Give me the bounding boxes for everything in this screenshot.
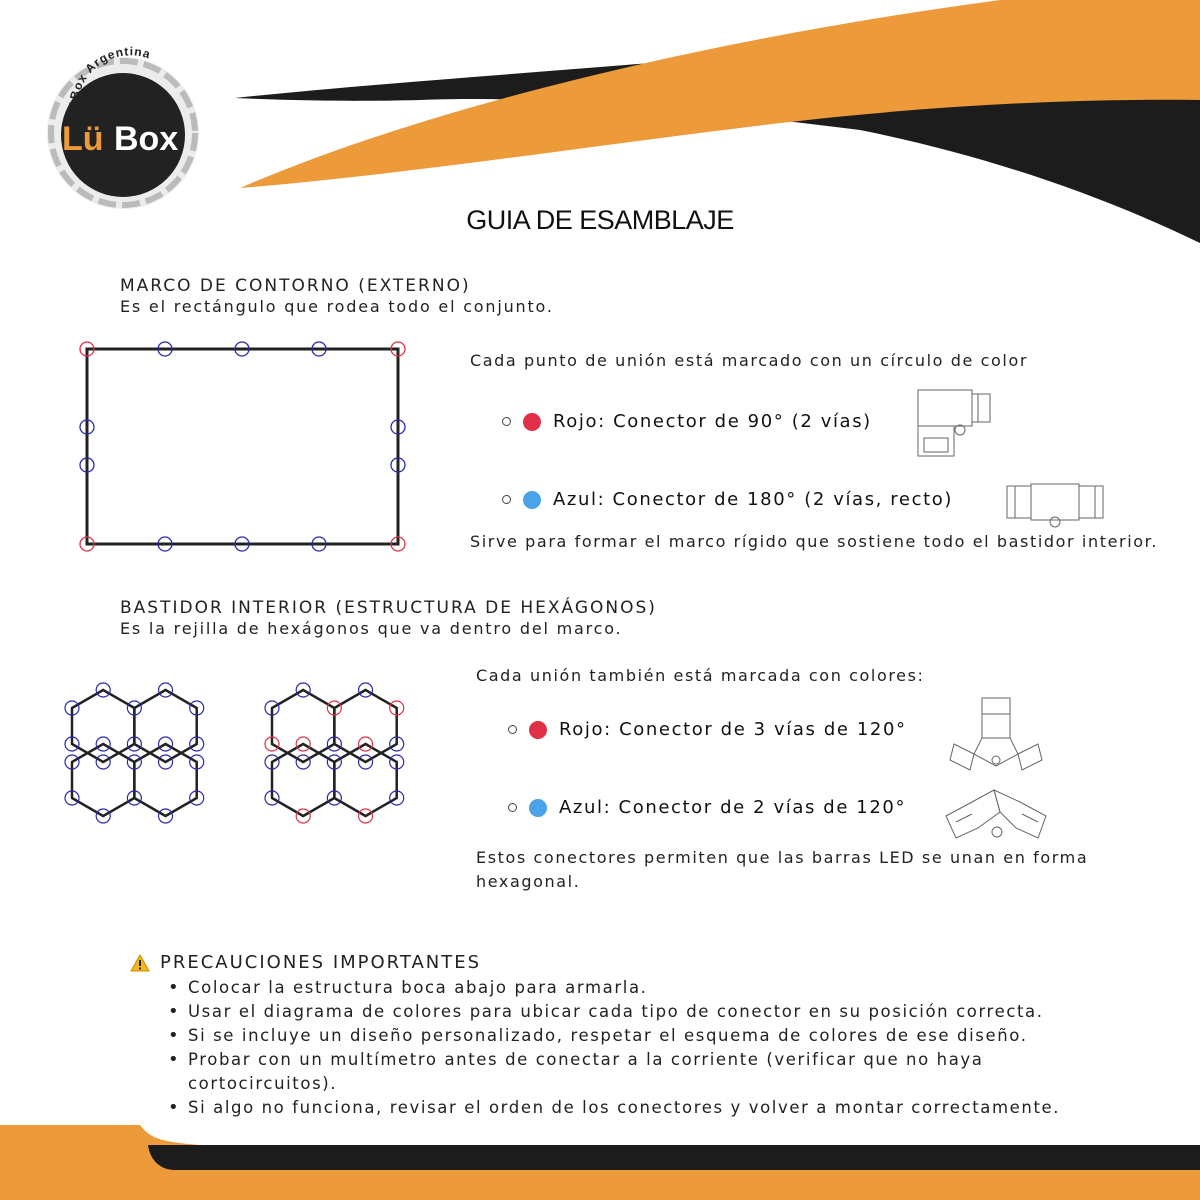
section2-item-blue xyxy=(508,797,906,818)
y-connector-icon xyxy=(948,694,1044,780)
bullet-icon xyxy=(508,803,517,812)
frame-diagram xyxy=(70,335,420,560)
page-title: GUIA DE ESAMBLAJE xyxy=(466,205,734,235)
logo-wordmark-a: Lü xyxy=(62,120,104,158)
precaution-item: • Si se incluye un diseño personalizado, respetar el esquema de colores de ese diseño. xyxy=(162,1024,1162,1048)
precaution-item: • Si algo no funciona, revisar el orden de los conectores y volver a montar correctamente. xyxy=(162,1096,1162,1120)
section2-note-line2: hexagonal. xyxy=(476,872,581,891)
section2-intro: Cada unión también está marcada con colores: xyxy=(476,666,925,685)
section1-item-red xyxy=(502,411,872,432)
logo-wordmark-b: Box xyxy=(114,120,179,158)
blue-dot-icon xyxy=(529,799,547,817)
blue-dot-icon xyxy=(523,491,541,509)
hexagon-diagram-left xyxy=(60,678,235,868)
brand-logo xyxy=(38,45,203,215)
section1-intro: Cada punto de unión está marcado con un círculo de color xyxy=(470,351,1029,370)
item-label: Azul: Conector de 2 vías de 120° xyxy=(559,797,907,818)
warning-icon xyxy=(130,954,150,972)
section2-note-line1: Estos conectores permiten que las barras LED se unan en forma xyxy=(476,848,1089,867)
section1-heading: MARCO DE CONTORNO (EXTERNO) xyxy=(120,276,471,296)
bullet-icon xyxy=(508,725,517,734)
section1-item-blue xyxy=(502,489,953,510)
hexagon-diagram-right xyxy=(260,678,435,868)
section2-item-red xyxy=(508,719,907,740)
precaution-item: • Probar con un multímetro antes de conectar a la corriente (verificar que no haya cortocircuitos). xyxy=(162,1048,1068,1096)
angle-connector-icon xyxy=(942,782,1052,848)
straight-connector-icon xyxy=(1005,482,1107,530)
red-dot-icon xyxy=(529,721,547,739)
logo-ring-text: LüBox Argentina xyxy=(66,45,153,119)
bullet-icon xyxy=(502,417,511,426)
precaution-item: • Usar el diagrama de colores para ubicar cada tipo de conector en su posición correcta. xyxy=(162,1000,1162,1024)
precautions-heading xyxy=(130,952,481,973)
precautions-list xyxy=(162,976,1162,1120)
section2-subtitle: Es la rejilla de hexágonos que va dentro del marco. xyxy=(120,619,623,638)
precaution-item: • Colocar la estructura boca abajo para armarla. xyxy=(162,976,1162,1000)
bullet-icon xyxy=(502,495,511,504)
item-label: Rojo: Conector de 3 vías de 120° xyxy=(559,719,907,740)
item-label: Azul: Conector de 180° (2 vías, recto) xyxy=(553,489,953,510)
section1-note: Sirve para formar el marco rígido que sostiene todo el bastidor interior. xyxy=(470,532,1159,551)
elbow-connector-icon xyxy=(914,386,994,462)
item-label: Rojo: Conector de 90° (2 vías) xyxy=(553,411,872,432)
red-dot-icon xyxy=(523,413,541,431)
precautions-heading-text: PRECAUCIONES IMPORTANTES xyxy=(160,952,482,973)
section1-subtitle: Es el rectángulo que rodea todo el conjunto. xyxy=(120,297,554,316)
section2-heading: BASTIDOR INTERIOR (ESTRUCTURA DE HEXÁGONOS) xyxy=(120,598,657,618)
